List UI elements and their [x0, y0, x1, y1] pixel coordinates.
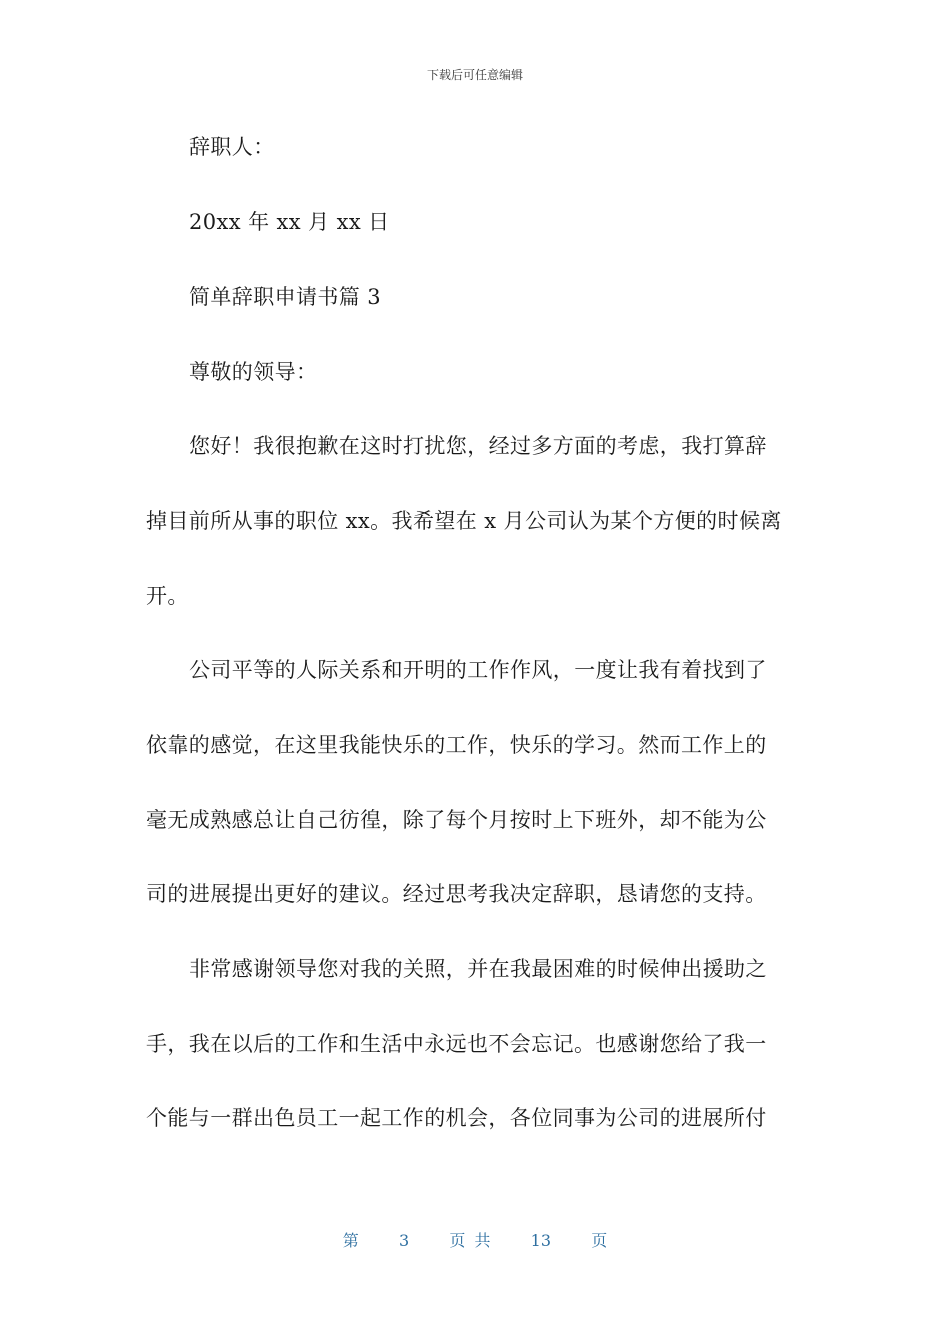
current-page-number: 3: [398, 1231, 410, 1250]
paragraph-line: 毫无成熟感总让自己彷徨，除了每个月按时上下班外，却不能为公: [146, 808, 767, 832]
paragraph-line: 依靠的感觉，在这里我能快乐的工作，快乐的学习。然而工作上的: [146, 733, 767, 757]
footer-middle: 页 共: [449, 1231, 491, 1250]
paragraph-line: 非常感谢领导您对我的关照，并在我最困难的时候伸出援助之: [189, 957, 767, 981]
paragraph-line: 您好！我很抱歉在这时打扰您，经过多方面的考虑，我打算辞: [189, 434, 767, 458]
paragraph-line: 司的进展提出更好的建议。经过思考我决定辞职，恳请您的支持。: [146, 882, 767, 906]
paragraph-line: 掉目前所从事的职位 xx。我希望在 x 月公司认为某个方便的时候离: [146, 509, 782, 533]
paragraph-line: 手，我在以后的工作和生活中永远也不会忘记。也感谢您给了我一: [146, 1032, 767, 1056]
page-header-note: 下载后可任意编辑: [426, 68, 523, 82]
paragraph-line: 开。: [146, 584, 189, 608]
section-title: 简单辞职申请书篇 3: [189, 285, 382, 309]
paragraph-line: 公司平等的人际关系和开明的工作作风，一度让我有着找到了: [189, 658, 767, 682]
salutation: 尊敬的领导：: [189, 360, 318, 384]
page-number-footer: [0, 1228, 950, 1251]
paragraph-line: 个能与一群出色员工一起工作的机会，各位同事为公司的进展所付: [146, 1106, 767, 1130]
date-line: 20xx 年 xx 月 xx 日: [189, 210, 390, 234]
footer-prefix: 第: [342, 1231, 359, 1250]
signature-label: 辞职人：: [189, 135, 275, 159]
footer-suffix: 页: [591, 1231, 608, 1250]
total-pages-number: 13: [530, 1231, 551, 1250]
